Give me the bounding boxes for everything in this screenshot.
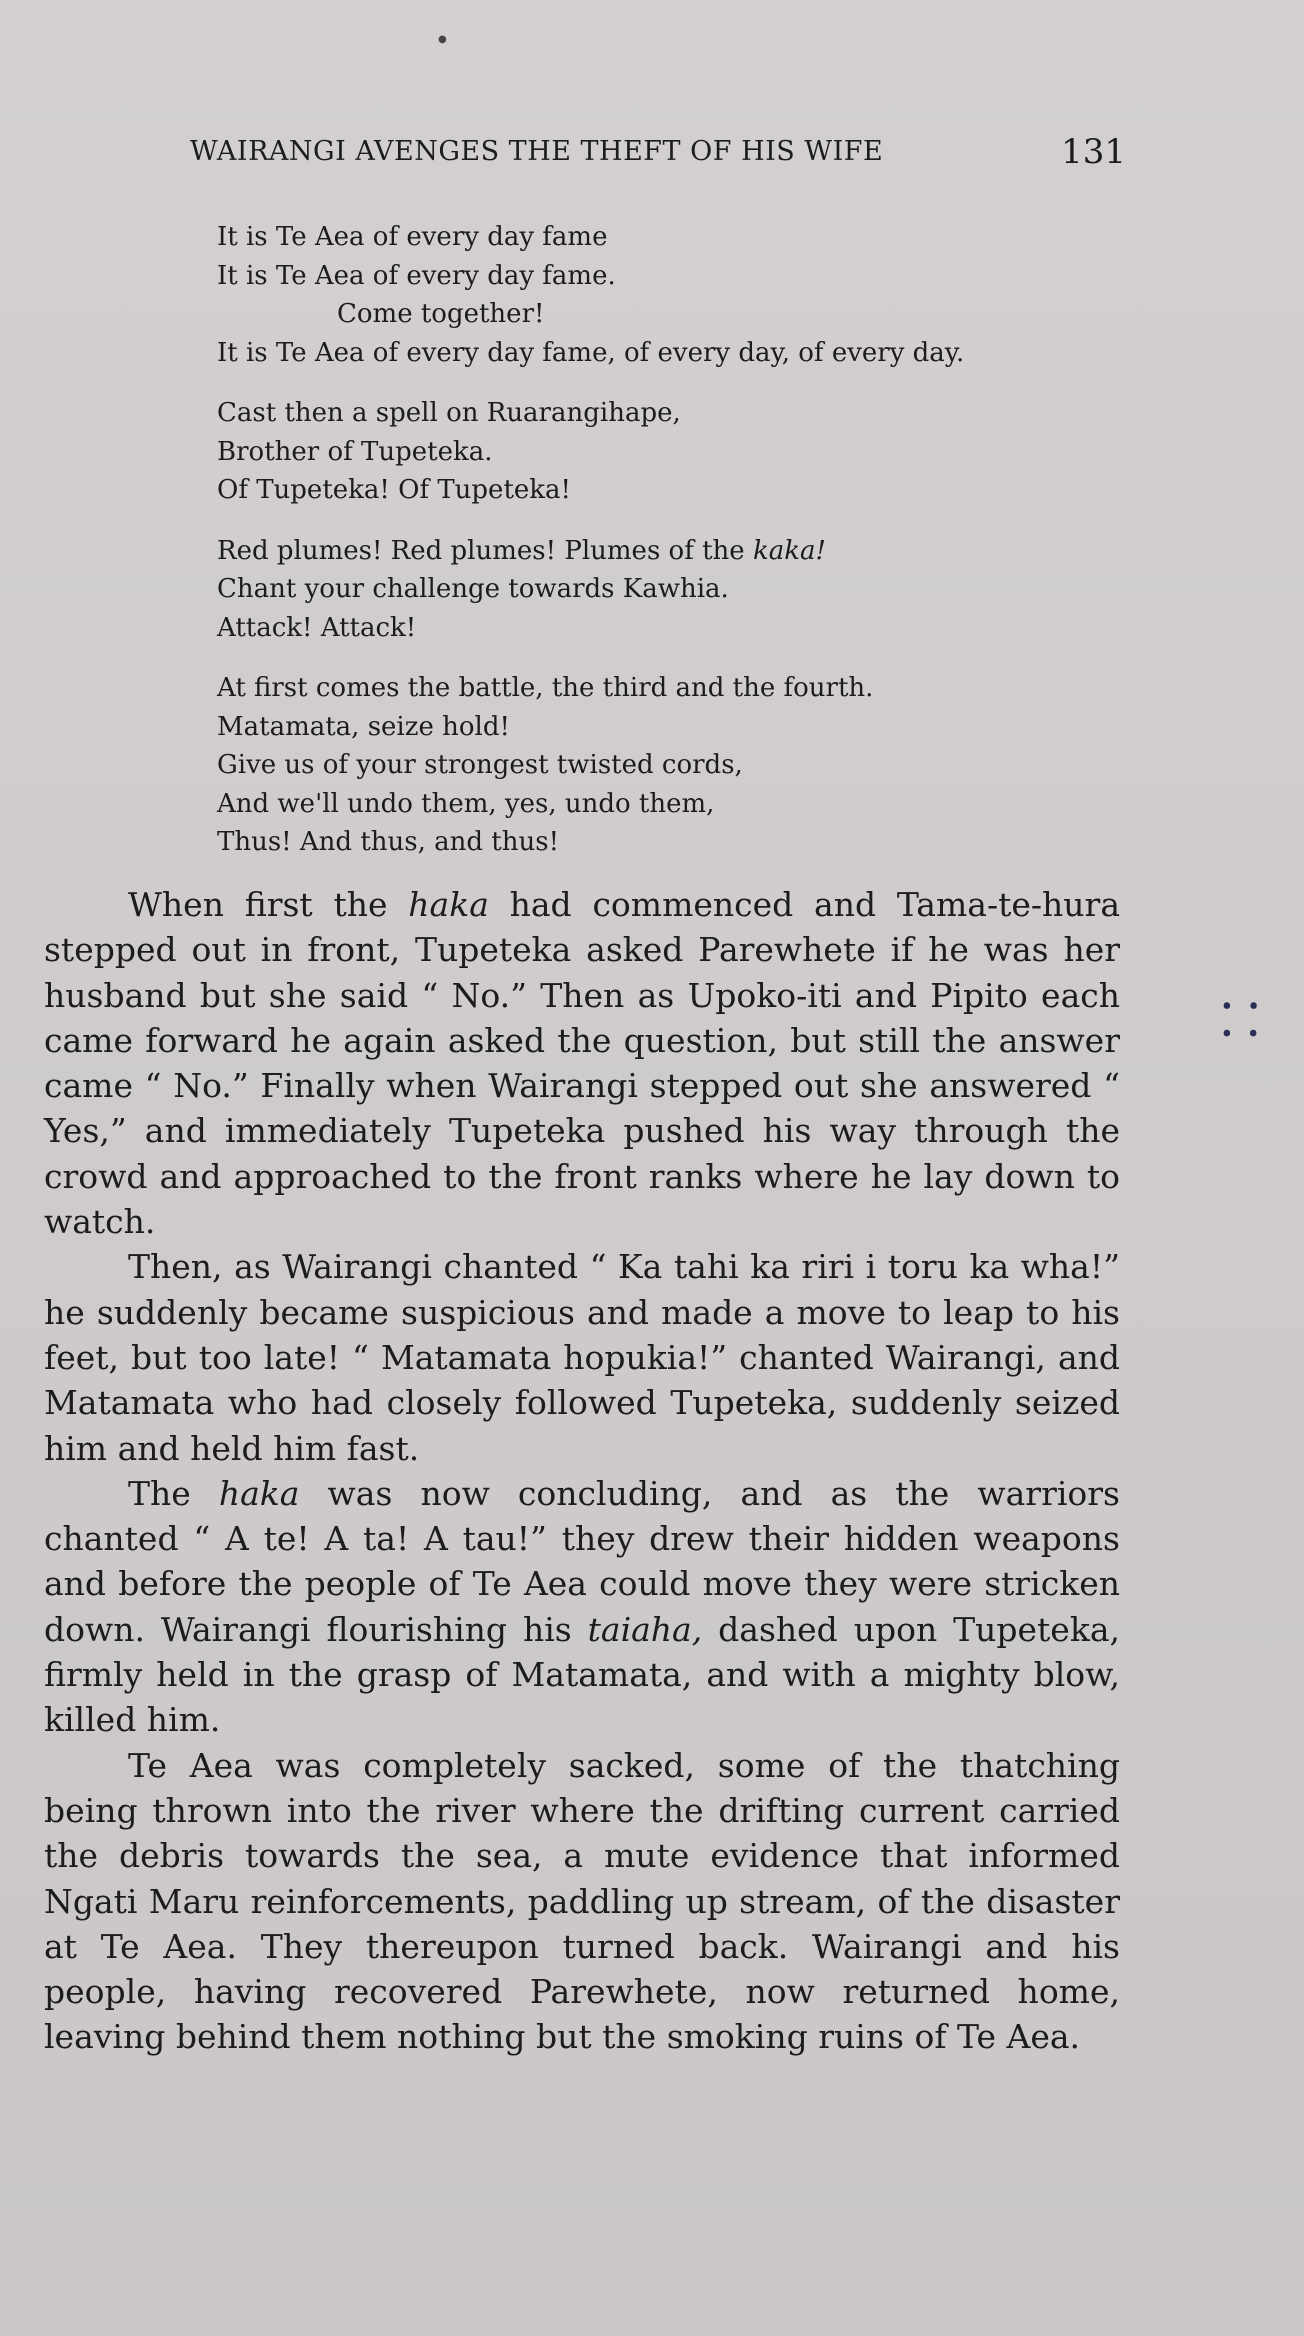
verse-text: Red plumes! Red plumes! Plumes of the xyxy=(217,535,753,566)
text-run: dashed upon Tupeteka, firmly held in the grasp of Matamata, and with a mighty blow, killed him. xyxy=(44,1609,1120,1740)
paragraph-1 xyxy=(44,882,1120,1244)
page-header xyxy=(190,132,1126,182)
verse-stanza-1 xyxy=(217,218,1137,372)
verse-stanza-2 xyxy=(217,394,1137,510)
verse-stanza-4 xyxy=(217,669,1137,862)
verse-line: It is Te Aea of every day fame xyxy=(217,222,608,252)
verse-line: Thus! And thus, and thus! xyxy=(217,827,560,857)
verse-line: Cast then a spell on Ruarangihape, xyxy=(217,398,681,428)
verse-line: Come together! xyxy=(337,299,545,329)
verse-line xyxy=(217,532,1137,571)
verse-line: Attack! Attack! xyxy=(217,612,417,643)
text-run: Te Aea was completely sacked, some of the thatching being thrown into the river where the drifting current carried the debris towards the sea, a mute evidence that informed Ngati Maru reinforcements, paddling up stream, of the disaster at Te Aea. They thereupon turned back. Wairangi and his people, having recovered Parewhete, now returned home, leaving behind them nothing but the smoking ruins of Te Aea. xyxy=(44,1745,1120,2057)
verse-line: It is Te Aea of every day fame. xyxy=(217,260,616,291)
maori-term: haka xyxy=(408,885,489,924)
page-number: 131 xyxy=(1061,132,1126,172)
text-run: was now concluding, and as the warriors chanted “ A te! A ta! A tau!” they drew their hidden weapons and before the people of Te Aea could move they were stricken down. Wairangi flourishing his xyxy=(44,1473,1120,1649)
maori-term: taiaha, xyxy=(587,1609,703,1649)
ink-stamp-mark-icon: ⸬ xyxy=(1222,995,1259,1046)
text-run: Then, as Wairangi chanted “ Ka tahi ka riri i toru ka wha!” he suddenly became suspicious and made a move to leap to his feet, but too late! “ Matamata hopukia!” chanted Wairangi, and Matamata who had closely followed Tupeteka, suddenly seized him and held him fast. xyxy=(44,1247,1120,1468)
verse-line: Matamata, seize hold! xyxy=(217,711,510,742)
paragraph-4 xyxy=(44,1743,1120,2060)
verse-line: And we'll undo them, yes, undo them, xyxy=(217,788,715,819)
text-run: When first the xyxy=(128,885,409,924)
body-text xyxy=(44,882,1120,2060)
verse-line: It is Te Aea of every day fame, of every day, of every day. xyxy=(217,337,965,368)
maori-term: kaka! xyxy=(752,535,826,566)
paragraph-3 xyxy=(44,1471,1120,1743)
text-run: The xyxy=(128,1473,219,1513)
maori-term: haka xyxy=(218,1473,300,1513)
verse-line: Chant your challenge towards Kawhia. xyxy=(217,574,729,604)
paragraph-2 xyxy=(44,1244,1120,1470)
verse-stanza-3 xyxy=(217,532,1137,648)
running-head: WAIRANGI AVENGES THE THEFT OF HIS WIFE xyxy=(190,136,884,167)
verse-line: At first comes the battle, the third and the fourth. xyxy=(217,673,874,703)
haka-verse xyxy=(217,218,1137,884)
verse-line: Give us of your strongest twisted cords, xyxy=(217,750,743,780)
verse-line: Brother of Tupeteka. xyxy=(217,436,493,467)
verse-line: Of Tupeteka! Of Tupeteka! xyxy=(217,475,571,505)
ink-speck-icon: ● xyxy=(438,34,447,45)
text-run: had commenced and Tama-te-hura stepped out in front, Tupeteka asked Parewhete if he was her husband but she said “ No.” Then as Upoko-iti and Pipito each came forward he again asked the question, but still the answer came “ No.” Finally when Wairangi stepped out she answered “ Yes,” and immediately Tupeteka pushed his way through the crowd and approached to the front ranks where he lay down to watch. xyxy=(44,885,1120,1242)
